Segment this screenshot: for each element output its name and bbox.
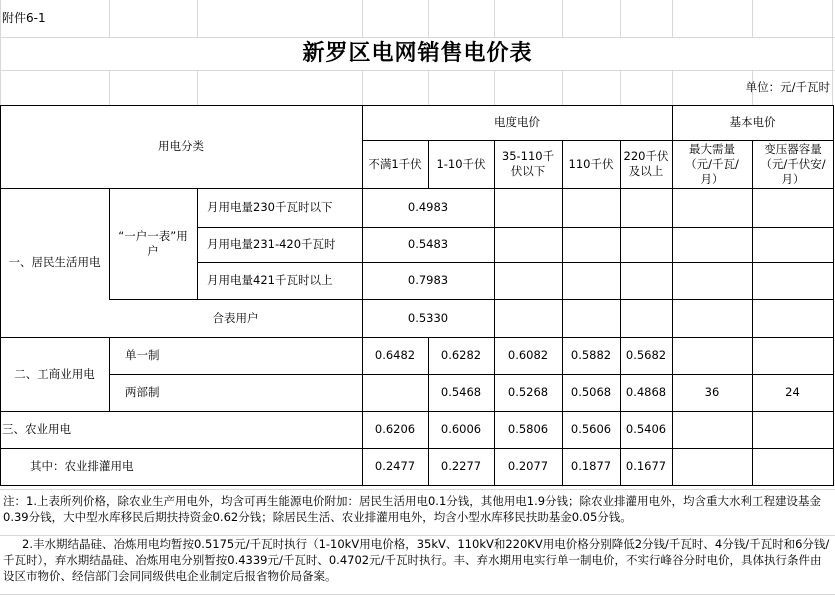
agri-price-3: 0.5806 [507,422,549,436]
header-category: 用电分类 [158,139,204,153]
residential-label: 一、居民生活用电 [8,255,101,269]
single-price-3: 0.6082 [507,348,549,362]
note-1: 注：1.上表所列价格，除农业生产用电外，均含可再生能源电价附加：居民生活用电0.1分钱，其他用电1.9分钱；除农业排灌用电外，均含重大水利工程建设基金0.39分钱，大中型水库移民后期扶持资金0.62分钱；除居民生活、农业排灌用电外，均含小型水库移民扶助基金0.05分钱。 [3,494,822,524]
agri-price-5: 0.5406 [625,422,667,436]
twopart-price-5: 0.4868 [625,385,667,399]
attachment-label: 附件6-1 [2,11,46,25]
single-part-label: 单一制 [125,348,160,362]
irrigation-price-5: 0.1677 [625,459,667,473]
one-meter-label: “一户一表”用户 [118,228,188,258]
header-kwh-price: 电度电价 [494,115,540,129]
single-price-4: 0.5882 [570,348,612,362]
tier-2-price: 0.5483 [407,237,449,251]
twopart-price-1 [362,374,428,411]
tier-1-price: 0.4983 [407,200,449,214]
tier-1-label: 月用电量230千瓦时以下 [207,200,333,214]
single-price-1: 0.6482 [374,348,416,362]
agri-price-1: 0.6206 [374,422,416,436]
twopart-price-3: 0.5268 [507,385,549,399]
page-title: 新罗区电网销售电价表 [302,41,533,66]
single-price-5: 0.5682 [625,348,667,362]
irrigation-price-2: 0.2277 [440,459,482,473]
max-demand-price: 36 [704,385,720,399]
unit-label: 单位：元/千瓦时 [745,80,830,94]
header-basic-price: 基本电价 [729,115,776,129]
agri-price-4: 0.5606 [570,422,612,436]
agriculture-label: 三、农业用电 [2,422,71,436]
commercial-label: 二、工商业用电 [14,366,95,381]
header-col-1: 不满1千伏 [368,156,422,171]
header-col-5: 220千伏及以上 [623,149,669,178]
irrigation-price-4: 0.1877 [570,459,612,473]
header-transformer: 变压器容量（元/千伏安/月） [760,141,826,186]
transformer-price: 24 [785,385,800,399]
shared-meter-label: 合表用户 [212,310,259,325]
two-part-label: 两部制 [125,385,160,399]
header-col-4: 110千伏 [568,156,614,171]
header-max-demand: 最大需量（元/千瓦/月） [685,141,739,186]
note-2: 2.丰水期结晶硅、冶炼用电均暂按0.5175元/千瓦时执行（1-10kV用电价格，35kV、110kV和220KV用电价格分别降低2分钱/千瓦时、4分钱/千瓦时和6分钱/千瓦时），弃水期结晶硅、冶炼用电分别暂按0.4339元/千瓦时、0.4702元/千瓦时执行。丰、弃水期用电实行单一制电价，不实行峰谷分时电价，具体执行条件由设区市物价、经信部门会同同级供电企业制定后报省物价局备案。 [3,537,830,583]
header-col-3: 35-110千伏以下 [501,149,555,178]
irrigation-price-1: 0.2477 [374,459,416,473]
irrigation-price-3: 0.2077 [507,459,549,473]
tier-3-price: 0.7983 [407,273,449,287]
header-col-2: 1-10千伏 [436,156,486,171]
tier-3-label: 月用电量421千瓦时以上 [207,273,333,287]
shared-meter-price: 0.5330 [407,310,449,325]
tier-2-label: 月用电量231-420千瓦时 [207,237,336,251]
agri-price-2: 0.6006 [440,422,482,436]
twopart-price-4: 0.5068 [570,385,612,399]
single-price-2: 0.6282 [440,348,482,362]
twopart-price-2: 0.5468 [440,385,482,399]
irrigation-label: 其中：农业排灌用电 [30,459,134,473]
